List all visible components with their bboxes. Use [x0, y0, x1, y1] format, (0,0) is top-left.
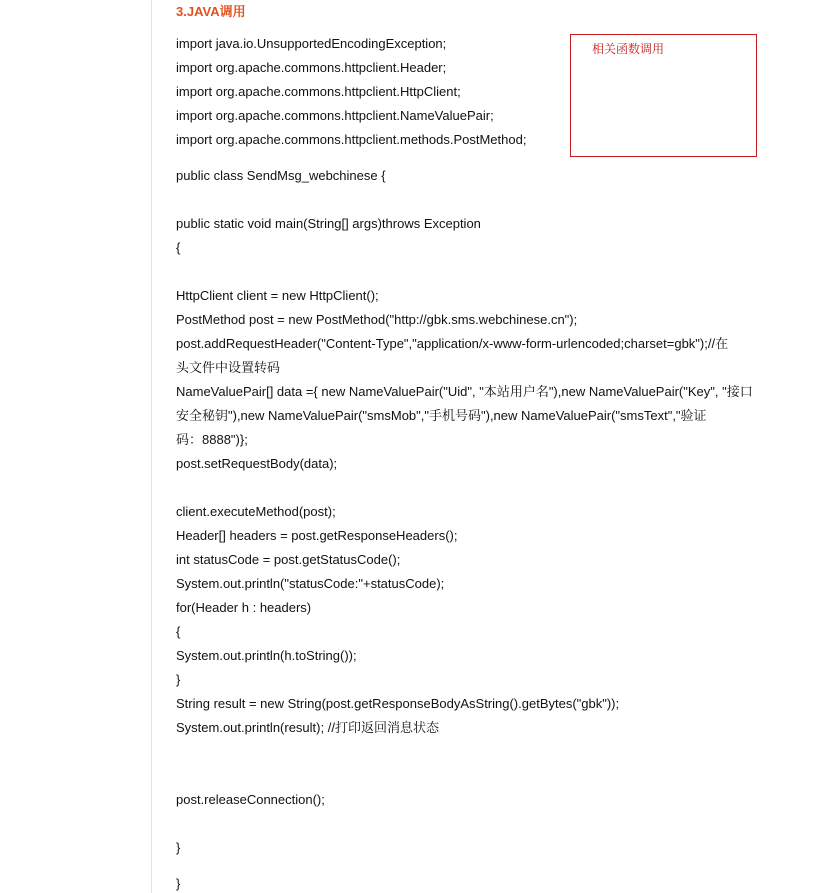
code-line: post.setRequestBody(data); — [176, 456, 338, 471]
code-line: int statusCode = post.getStatusCode(); — [176, 552, 401, 567]
code-line: System.out.println(h.toString()); — [176, 648, 357, 663]
code-line: public class SendMsg_webchinese { — [176, 168, 386, 183]
code-line: { — [176, 240, 181, 255]
left-border-line — [151, 0, 152, 893]
code-line: for(Header h : headers) — [176, 600, 312, 615]
code-line: 头文件中设置转码 — [176, 360, 281, 375]
code-line: public static void main(String[] args)throws Exception — [176, 216, 481, 231]
code-line: String result = new String(post.getResponseBodyAsString().getBytes("gbk")); — [176, 696, 620, 711]
code-line: 安全秘钥"),new NameValuePair("smsMob","手机号码"),new NameValuePair("smsText","验证 — [176, 408, 707, 423]
code-line: 码：8888")}; — [176, 432, 248, 447]
section-heading: 3.JAVA调用 — [176, 4, 246, 19]
code-line: import org.apache.commons.httpclient.Header; — [176, 60, 447, 75]
annotation-label: 相关函数调用 — [592, 42, 665, 56]
code-line: import org.apache.commons.httpclient.NameValuePair; — [176, 108, 494, 123]
code-line: NameValuePair[] data ={ new NameValuePair("Uid", "本站用户名"),new NameValuePair("Key", "接口 — [176, 384, 753, 399]
code-line: PostMethod post = new PostMethod("http://gbk.sms.webchinese.cn"); — [176, 312, 578, 327]
code-line: { — [176, 624, 181, 639]
code-line: System.out.println(result); //打印返回消息状态 — [176, 720, 439, 735]
code-line: import org.apache.commons.httpclient.HttpClient; — [176, 84, 461, 99]
code-line: import org.apache.commons.httpclient.methods.PostMethod; — [176, 132, 527, 147]
code-line: post.addRequestHeader("Content-Type","application/x-www-form-urlencoded;charset=gbk");//在 — [176, 336, 729, 351]
code-line: Header[] headers = post.getResponseHeaders(); — [176, 528, 458, 543]
code-line: } — [176, 672, 181, 687]
code-line: post.releaseConnection(); — [176, 792, 325, 807]
code-line: import java.io.UnsupportedEncodingException; — [176, 36, 447, 51]
code-line: } — [176, 840, 181, 855]
annotation-box — [570, 34, 757, 157]
code-line: client.executeMethod(post); — [176, 504, 336, 519]
code-line: } — [176, 876, 181, 891]
code-line: HttpClient client = new HttpClient(); — [176, 288, 379, 303]
code-line: System.out.println("statusCode:"+statusCode); — [176, 576, 445, 591]
